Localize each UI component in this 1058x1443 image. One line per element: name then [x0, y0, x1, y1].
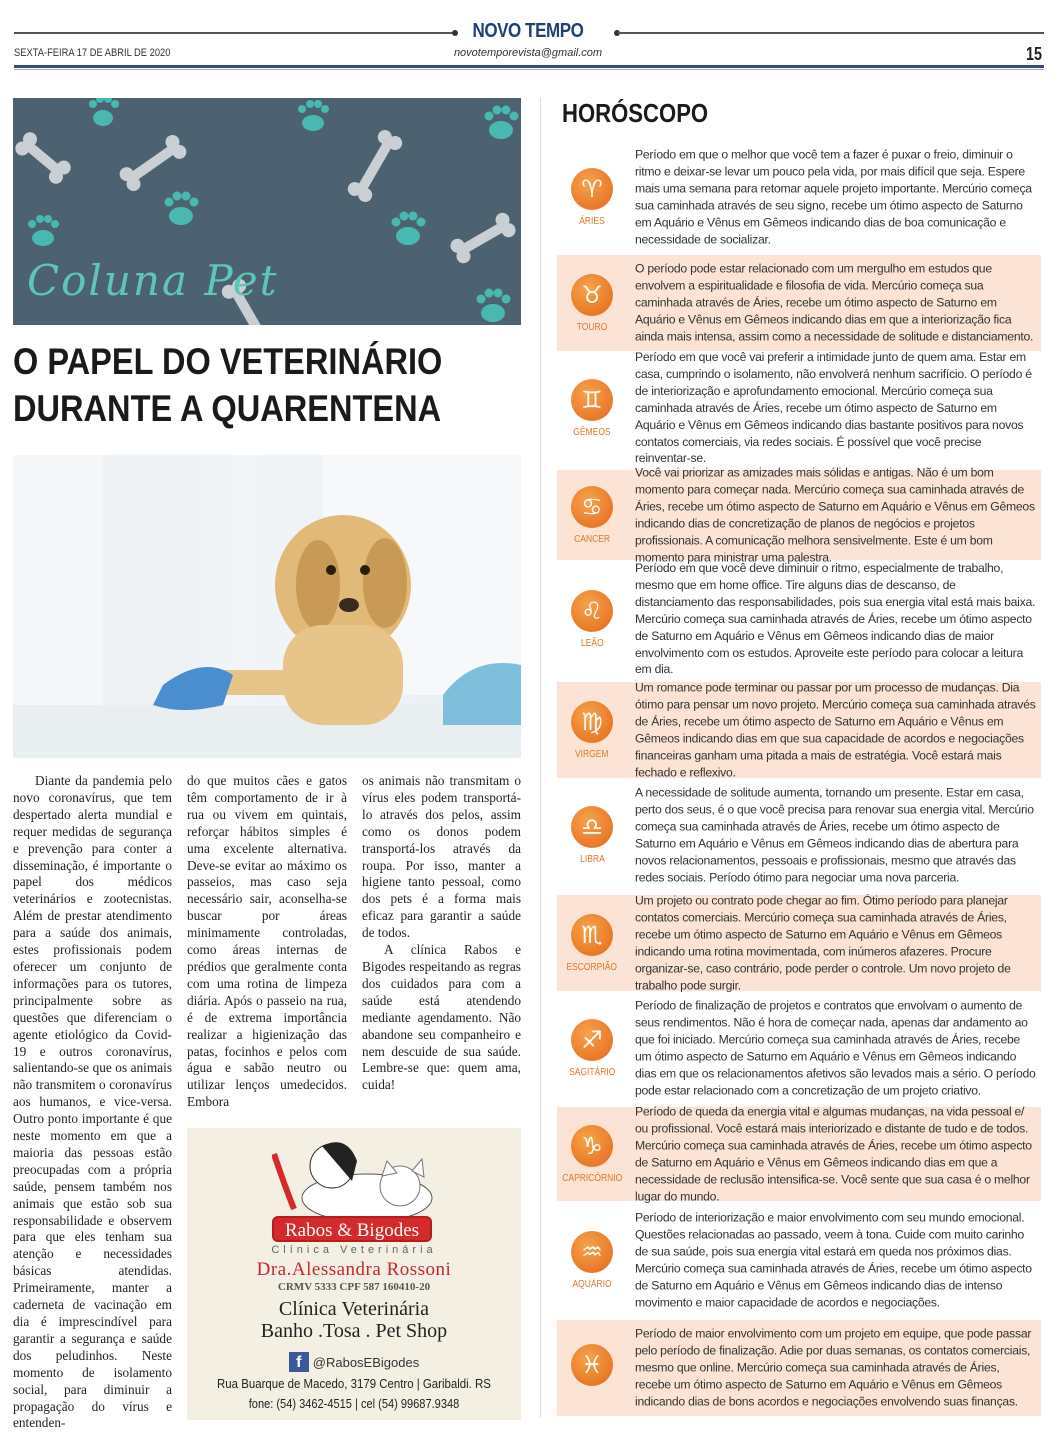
coluna-pet-banner — [13, 98, 521, 325]
sign-icon-block — [563, 255, 621, 351]
article-paragraph: Diante da pandemia pelo novo coronavírus, que tem despertado alerta mundial e requer medidas de segurança e prevenção para conter a disseminação, é importante o papel dos médicos veterinários e zootecnistas. Além de prestar atendimento para a saúde dos animais, estes profissionais podem oferecer um conjunto de informações para os tutores, principalmente sobre as questões que diferenciam o agente etiológico da Covid-19 e outros coronavírus, salientando-se que os animais não transmitem o coronavírus aos humanos, e vice-versa. Outro ponto importante é que neste momento em que a maioria das pessoas estão preocupadas com a própria saúde, pensem também nos animais que estão sob sua responsabilidade e observem para que eles tenham sua atenção e necessidades básicas atendidas. Primeiramente, manter a caderneta de vacinação em dia é imprescindível para garantir a segurança e saúde dos peludinhos. Neste momento de isolamento social, para diminuir a propagação do vírus e entenden- — [13, 773, 172, 1431]
horoscope-entry — [557, 349, 1041, 466]
clinic-brand: Rabos & Bigodes — [272, 1216, 432, 1242]
facebook-icon: f — [289, 1352, 309, 1372]
sign-name: ÁRIES — [579, 215, 605, 227]
horoscope-entry — [557, 782, 1041, 888]
sign-icon-block — [563, 470, 621, 560]
sign-icon-block — [563, 1207, 621, 1313]
horoscope-entry — [557, 682, 1041, 778]
sign-forecast: Um romance pode terminar ou passar por um processo de mudanças. Dia ótimo para pensar um novo projeto. Mercúrio começa sua caminhada através de Áries, recebe um ótimo aspecto de Saturno em Aquário e Vênus em Gêmeos indicando dias em que sua capacidade de acordos e negociações financeiras ganham uma pitada a mais de estratégia. Você estará mais fechado e reflexivo. — [635, 680, 1036, 779]
newspaper-brand: NOVO TEMPO — [472, 20, 584, 42]
article-paragraph: A clínica Rabos e Bigodes respeitando as regras dos cuidados para com a saúde está atendendo mediante agendamento. Não abandone seu companheiro e nem descuide de sua saúde. Lembre-se que: quem ama, cuida! — [362, 942, 521, 1093]
sign-forecast: Período de interiorização e maior envolvimento com seu mundo emocional. Questões relacionadas ao passado, veem à tona. Cuide com muito carinho de sua saúde, pois sua energia vital estará em queda nos próximos dias. Mercúrio começa sua caminhada através de Áries, recebe um ótimo aspecto de Saturno em Aquário e Vênus em Gêmeos indicando dias de intenso movimento e maior capacidade de acordos e negociações. — [635, 1210, 1032, 1309]
sign-name: CAPRICÓRNIO — [562, 1172, 622, 1184]
libra-icon: ♎ — [571, 806, 613, 848]
column-divider — [540, 98, 541, 1418]
sign-name: AQUÁRIO — [572, 1278, 612, 1290]
sign-name: ESCORPIÃO — [566, 961, 618, 973]
header-divider — [14, 65, 1044, 68]
sign-forecast: Período em que você vai preferir a intimidade junto de quem ama. Estar em casa, cumprindo o isolamento, não envolverá nenhum sacrifício. O período é de interiorização e aprofundamento emocional. Mercúrio começa sua caminhada através de Áries, recebe um ótimo aspecto de Saturno em Aquário e Vênus em Gêmeos indicando dias bastante positivos para novos contatos comerciais, via redes sociais. É possível que você precise reinventar-se. — [635, 349, 1032, 466]
horoscope-entry — [557, 465, 1041, 564]
facebook-handle: @RabosEBigodes — [312, 1354, 420, 1370]
article-column-1 — [13, 773, 172, 1432]
sign-forecast: Período de maior envolvimento com um projeto em equipe, que pode passar pelo período de finalização. Adie por duas semanas, os contatos comerciais, mesmo que online. Mercúrio começa sua caminhada através de Áries, recebe um ótimo aspecto de Saturno em Aquário e Vênus em Gêmeos indicando dias de bons acordos e negociações envolvendo suas finanças. — [635, 1326, 1032, 1409]
horoscope-entry — [557, 143, 1041, 251]
leo-icon: ♌ — [571, 590, 613, 632]
contact-email[interactable]: novotemporevista@gmail.com — [453, 47, 603, 59]
sign-forecast: A necessidade de solitude aumenta, tornando um presente. Estar em casa, perto dos seus, é o que você precisa para renovar sua energia vital. Mercúrio começa sua caminhada através de Áries, recebe um ótimo aspecto de Saturno em Aquário e Vênus em Gêmeos indicando dias de abertura para novos relacionamentos, pessoais e profissionais, mesmo que através das redes sociais. Período ótimo para negociar uma nova parceria. — [635, 785, 1034, 884]
doctor-registration: CRMV 5333 CPF 587 160410-20 — [277, 1281, 431, 1293]
service-line: Clínica Veterinária — [278, 1298, 430, 1320]
page-number: 15 — [1025, 44, 1042, 64]
horoscope-entry — [557, 1207, 1041, 1313]
header-rule-left — [14, 32, 454, 34]
facebook-link[interactable] — [187, 1352, 521, 1372]
capricorn-icon: ♑ — [571, 1125, 613, 1167]
sign-name: CANCER — [574, 533, 610, 545]
sign-name: SAGITÁRIO — [568, 1066, 616, 1078]
header-divider — [14, 69, 1044, 70]
article-column-3 — [362, 773, 521, 1094]
horoscope-title: HORÓSCOPO — [562, 98, 709, 128]
sign-icon-block — [563, 355, 621, 461]
horoscope-entry — [557, 1104, 1041, 1203]
sign-forecast: Período de queda da energia vital e algumas mudanças, na vida pessoal e/ ou profissional. Você estará mais interiorizado e distante de tudo e de todos. Mercúrio começa sua caminhada através de Áries, recebe um ótimo aspecto de Saturno em Aquário e Vênus em Gêmeos indicando dias em que a necessidade de reclusão intensifica-se. Você sente que sua casa é o melhor lugar do mundo. — [635, 1104, 1032, 1203]
sign-name: VIRGEM — [575, 748, 609, 760]
sign-name: GÊMEOS — [573, 426, 611, 438]
doctor-name: Dra.Alessandra Rossoni — [256, 1259, 452, 1280]
sign-forecast: Período de finalização de projetos e contratos que envolvam o aumento de seus rendimentos. Não é hora de começar nada, apenas dar andamento ao que foi iniciado. Mercúrio começa sua caminhada através de Áries, recebe um ótimo aspecto de Saturno em Aquário e Vênus em Gêmeos indicando dias em que os relacionamentos afetivos são levados mais a sério. O período pode estar relacionado com a concretização de um projeto criativo. — [635, 998, 1036, 1097]
headline-line: O PAPEL DO VETERINÁRIO — [13, 341, 443, 382]
gemini-icon: ♊ — [571, 379, 613, 421]
scorpio-icon: ♏ — [571, 914, 613, 956]
sign-icon-block — [563, 565, 621, 673]
clinic-advertisement — [187, 1128, 521, 1420]
sign-icon-block — [563, 995, 621, 1101]
dog-cat-logo — [272, 1136, 442, 1226]
service-line: Banho .Tosa . Pet Shop — [260, 1320, 448, 1342]
sign-name: TOURO — [576, 321, 608, 333]
sagittarius-icon: ♐ — [571, 1019, 613, 1061]
sign-icon-block — [563, 895, 621, 991]
header-rule-right — [618, 32, 1044, 34]
clinic-subtitle: Clínica Veterinária — [271, 1244, 437, 1256]
horoscope-entry — [557, 560, 1041, 677]
banner-title: Coluna Pet — [27, 256, 279, 305]
sign-name: LIBRA — [579, 853, 605, 865]
sign-icon-block — [563, 782, 621, 888]
cancer-icon: ♋ — [571, 486, 613, 528]
sign-forecast: Você vai priorizar as amizades mais sólidas e antigas. Não é um bom momento para começar nada. Mercúrio começa sua caminhada através de Áries, recebe um ótimo aspecto de Saturno em Aquário e Vênus em Gêmeos indicando dias de concretização de planos de negócios e projetos profissionais. A comunicação melhora sensivelmente. Este é um bom momento para ministrar uma palestra. — [635, 465, 1035, 564]
horoscope-entry — [557, 1320, 1041, 1416]
article-paragraph: do que muitos cães e gatos têm comportamento de ir à rua ou vivem em quintais, reforçar hábitos simples é uma excelente alternativa. Deve-se evitar ao máximo os passeios, mas caso seja necessário sair, aconselha-se buscar por áreas minimamente controladas, como áreas internas de prédios que geralmente conta com uma rotina de limpeza diária. Após o passeio na rua, é de extrema importância realizar a higienização das patas, focinhos e pelos com água e sabão neutro ou utilizar lenços umedecidos. Embora — [187, 773, 347, 1110]
article-column-2 — [187, 773, 347, 1111]
sign-forecast: Período em que você deve diminuir o ritmo, especialmente de trabalho, mesmo que em home office. Tire alguns dias de descanso, de distanciamento das responsabilidades, pois sua energia vital está mais baixa. Mercúrio começa sua caminhada através de Áries, recebe um ótimo aspecto de Saturno em Aquário e Vênus em Gêmeos indicando dias de maior envolvimento com os estudos. Aproveite este período para colocar a leitura em dia. — [635, 560, 1036, 677]
sign-icon-block — [563, 1107, 621, 1201]
vet-dog-photo — [13, 455, 521, 758]
clinic-address: Rua Buarque de Macedo, 3179 Centro | Garibaldi. RS — [217, 1376, 491, 1391]
horoscope-entry — [557, 895, 1041, 991]
horoscope-entry — [557, 995, 1041, 1101]
sign-forecast: Período em que o melhor que você tem a fazer é puxar o freio, diminuir o ritmo e deixar-se levar um pouco pela vida, por mais difícil que seja. Espere mais uma semana para retomar aquele projeto importante. Mercúrio começa sua caminhada através de seu signo, recebe um ótimo aspecto de Saturno em Aquário e Vênus em Gêmeos indicando dias de boa comunicação e necessidade de socializar. — [635, 147, 1032, 246]
issue-date: SEXTA-FEIRA 17 DE ABRIL DE 2020 — [14, 47, 171, 59]
aquarius-icon: ♒ — [571, 1231, 613, 1273]
article-paragraph: os animais não transmitam o vírus eles podem transportá-lo através dos pelos, assim como os donos podem transportá-los através da roupa. Por isso, manter a higiene tanto pessoal, como dos pets é a forma mais eficaz para garantir a saúde de todos. — [362, 773, 521, 941]
sign-icon-block — [563, 1320, 621, 1416]
pisces-icon: ♓ — [571, 1344, 613, 1386]
sign-name: LEÃO — [580, 637, 604, 649]
horoscope-entry — [557, 255, 1041, 351]
clinic-phone: fone: (54) 3462-4515 | cel (54) 99687.9348 — [248, 1396, 460, 1411]
virgo-icon: ♍ — [571, 701, 613, 743]
taurus-icon: ♉ — [571, 274, 613, 316]
aries-icon: ♈ — [571, 168, 613, 210]
sign-forecast: Um projeto ou contrato pode chegar ao fim. Ótimo período para planejar contatos comerciais. Mercúrio começa sua caminhada através de Áries, recebe um ótimo aspecto de Saturno em Aquário e Vênus em Gêmeos indicando uma rotina movimentada, com inúmeros afazeres. Procure organizar-se, caso contrário, pode perder o controle. Um novo projeto de trabalho pode surgir. — [635, 893, 1011, 992]
sign-icon-block — [563, 143, 621, 251]
sign-icon-block — [563, 682, 621, 778]
sign-forecast: O período pode estar relacionado com um mergulho em estudos que envolvem a espiritualidade e filosofia de vida. Mercúrio começa sua caminhada através de Áries, recebe um ótimo aspecto de Saturno em Aquário e Vênus em Gêmeos indicando dias em que a interiorização fica ainda mais intensa, assim como a necessidade de solitude e distanciamento. — [635, 261, 1034, 344]
headline-line: DURANTE A QUARENTENA — [13, 388, 442, 429]
article-headline — [13, 338, 471, 432]
photo-illustration — [13, 455, 521, 758]
